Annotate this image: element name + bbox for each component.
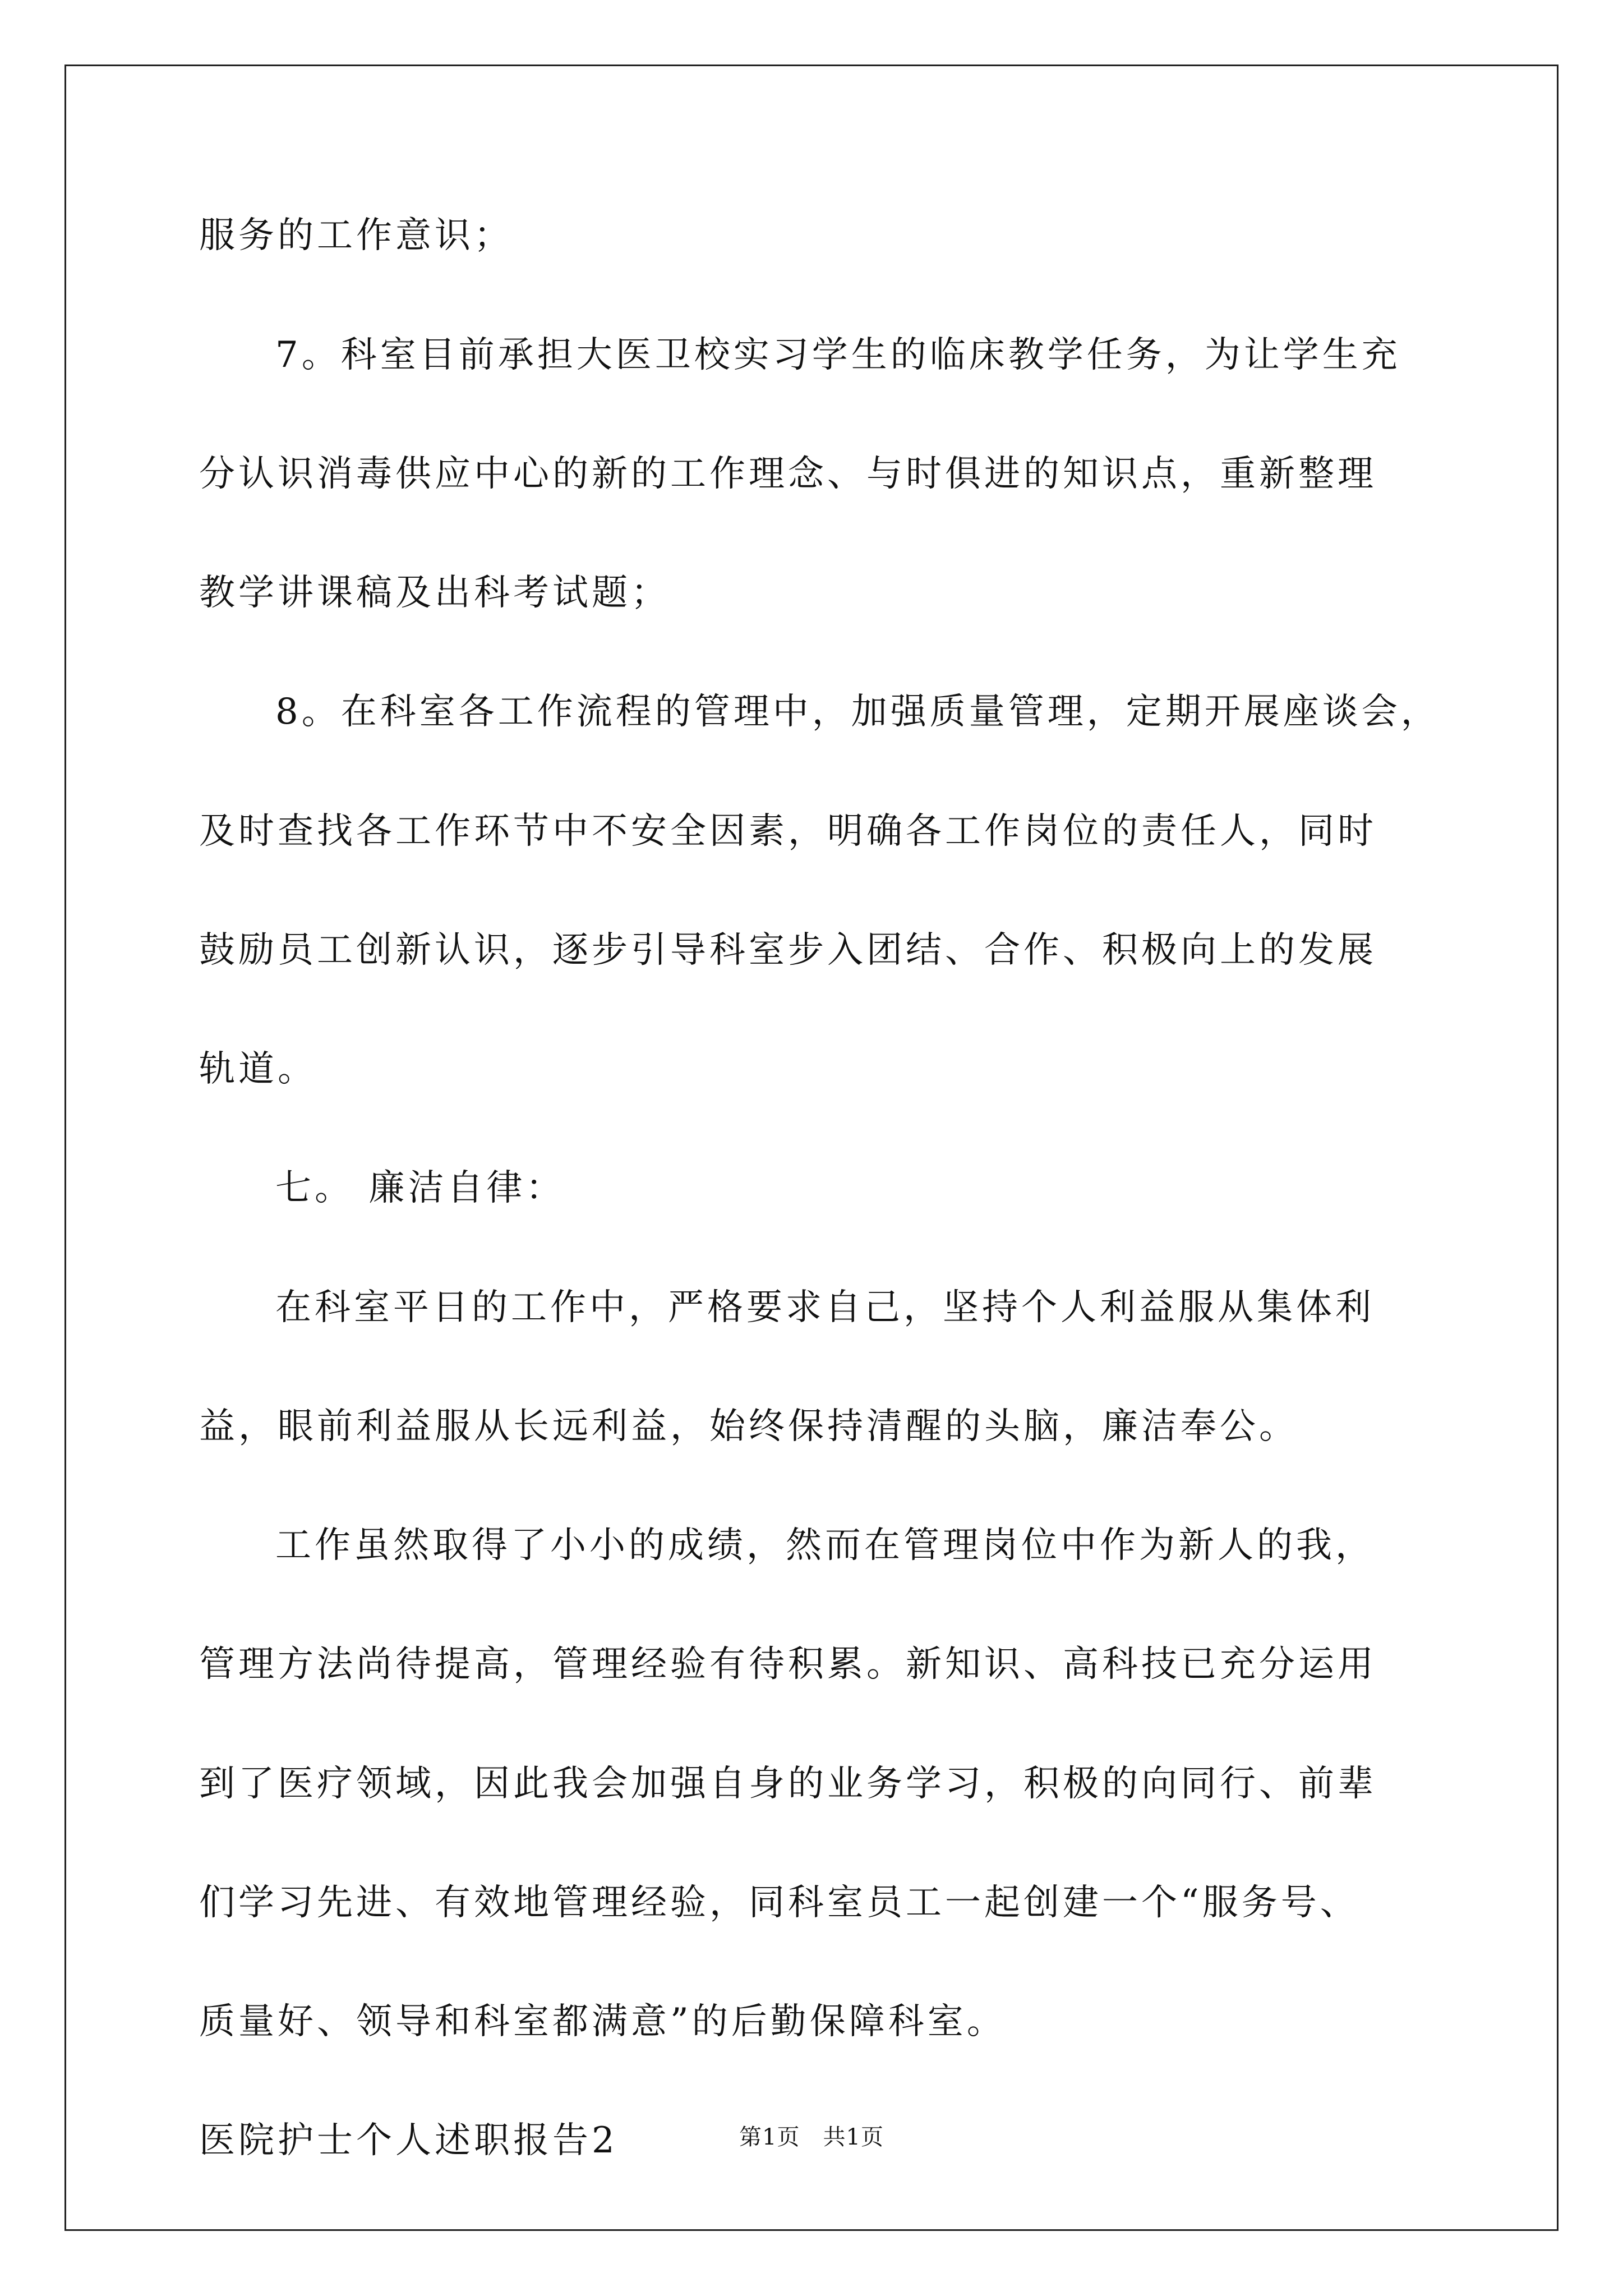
text-line: 质量好、领导和科室都满意”的后勤保障科室。: [199, 2001, 1006, 2042]
page-number-footer: 第1页 共1页: [739, 2124, 884, 2150]
text-line: 鼓励员工创新认识，逐步引导科室步入团结、合作、积极向上的发展: [199, 930, 1377, 971]
text-line: 教学讲课稿及出科考试题；: [199, 572, 670, 614]
text-line: 在科室平日的工作中，严格要求自己，坚持个人利益服从集体利: [275, 1287, 1375, 1328]
text-line: 益，眼前利益服从长远利益，始终保持清醒的头脑，廉洁奉公。: [199, 1406, 1298, 1447]
text-line: 服务的工作意识；: [199, 215, 513, 256]
report-title: 医院护士个人述职报告2: [199, 2120, 618, 2161]
section-heading: 七。 廉洁自律：: [275, 1167, 565, 1209]
text-line: 们学习先进、有效地管理经验，同科室员工一起创建一个“服务号、: [199, 1882, 1359, 1924]
text-line: 及时查找各工作环节中不安全因素，明确各工作岗位的责任人，同时: [199, 811, 1377, 852]
text-line: 轨道。: [199, 1048, 317, 1090]
text-line: 分认识消毒供应中心的新的工作理念、与时俱进的知识点，重新整理: [199, 453, 1377, 495]
text-line: 工作虽然取得了小小的成绩，然而在管理岗位中作为新人的我，: [275, 1525, 1375, 1566]
text-line: 管理方法尚待提高，管理经验有待积累。新知识、高科技已充分运用: [199, 1644, 1377, 1685]
text-line: 到了医疗领域，因此我会加强自身的业务学习，积极的向同行、前辈: [199, 1763, 1377, 1805]
text-line: 8。在科室各工作流程的管理中，加强质量管理，定期开展座谈会，: [275, 691, 1440, 733]
text-line: 7。科室目前承担大医卫校实习学生的临床教学任务，为让学生充: [275, 334, 1401, 376]
